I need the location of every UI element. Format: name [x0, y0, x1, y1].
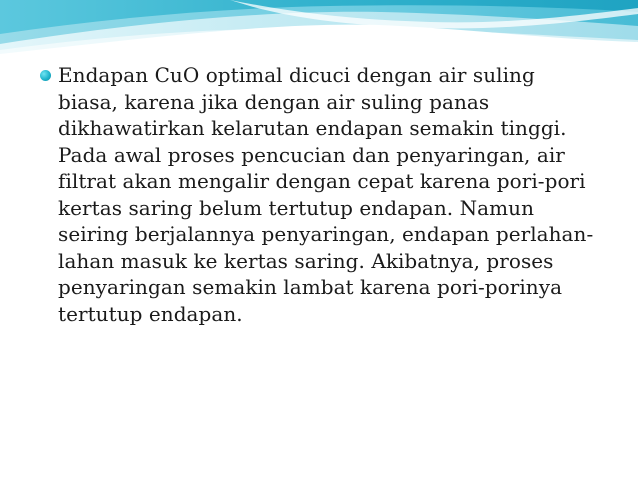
bullet-text: Endapan CuO optimal dicuci dengan air suling biasa, karena jika dengan air suling panas dikhawatirkan kelarutan endapan semakin tinggi. Pada awal proses pencucian dan penyaringan, air filtrat akan mengalir dengan cepat karena pori-pori kertas saring belum tertutup endapan. Namun seiring berjalannya penyaringan, endapan perlahan-lahan masuk ke kertas saring. Akibatnya, proses penyaringan semakin lambat karena pori-porinya tertutup endapan. — [58, 63, 594, 326]
bullet-dot-icon — [40, 70, 51, 81]
bullet-item — [40, 62, 600, 327]
header-wave-decoration — [0, 0, 638, 60]
content-area — [40, 62, 600, 327]
